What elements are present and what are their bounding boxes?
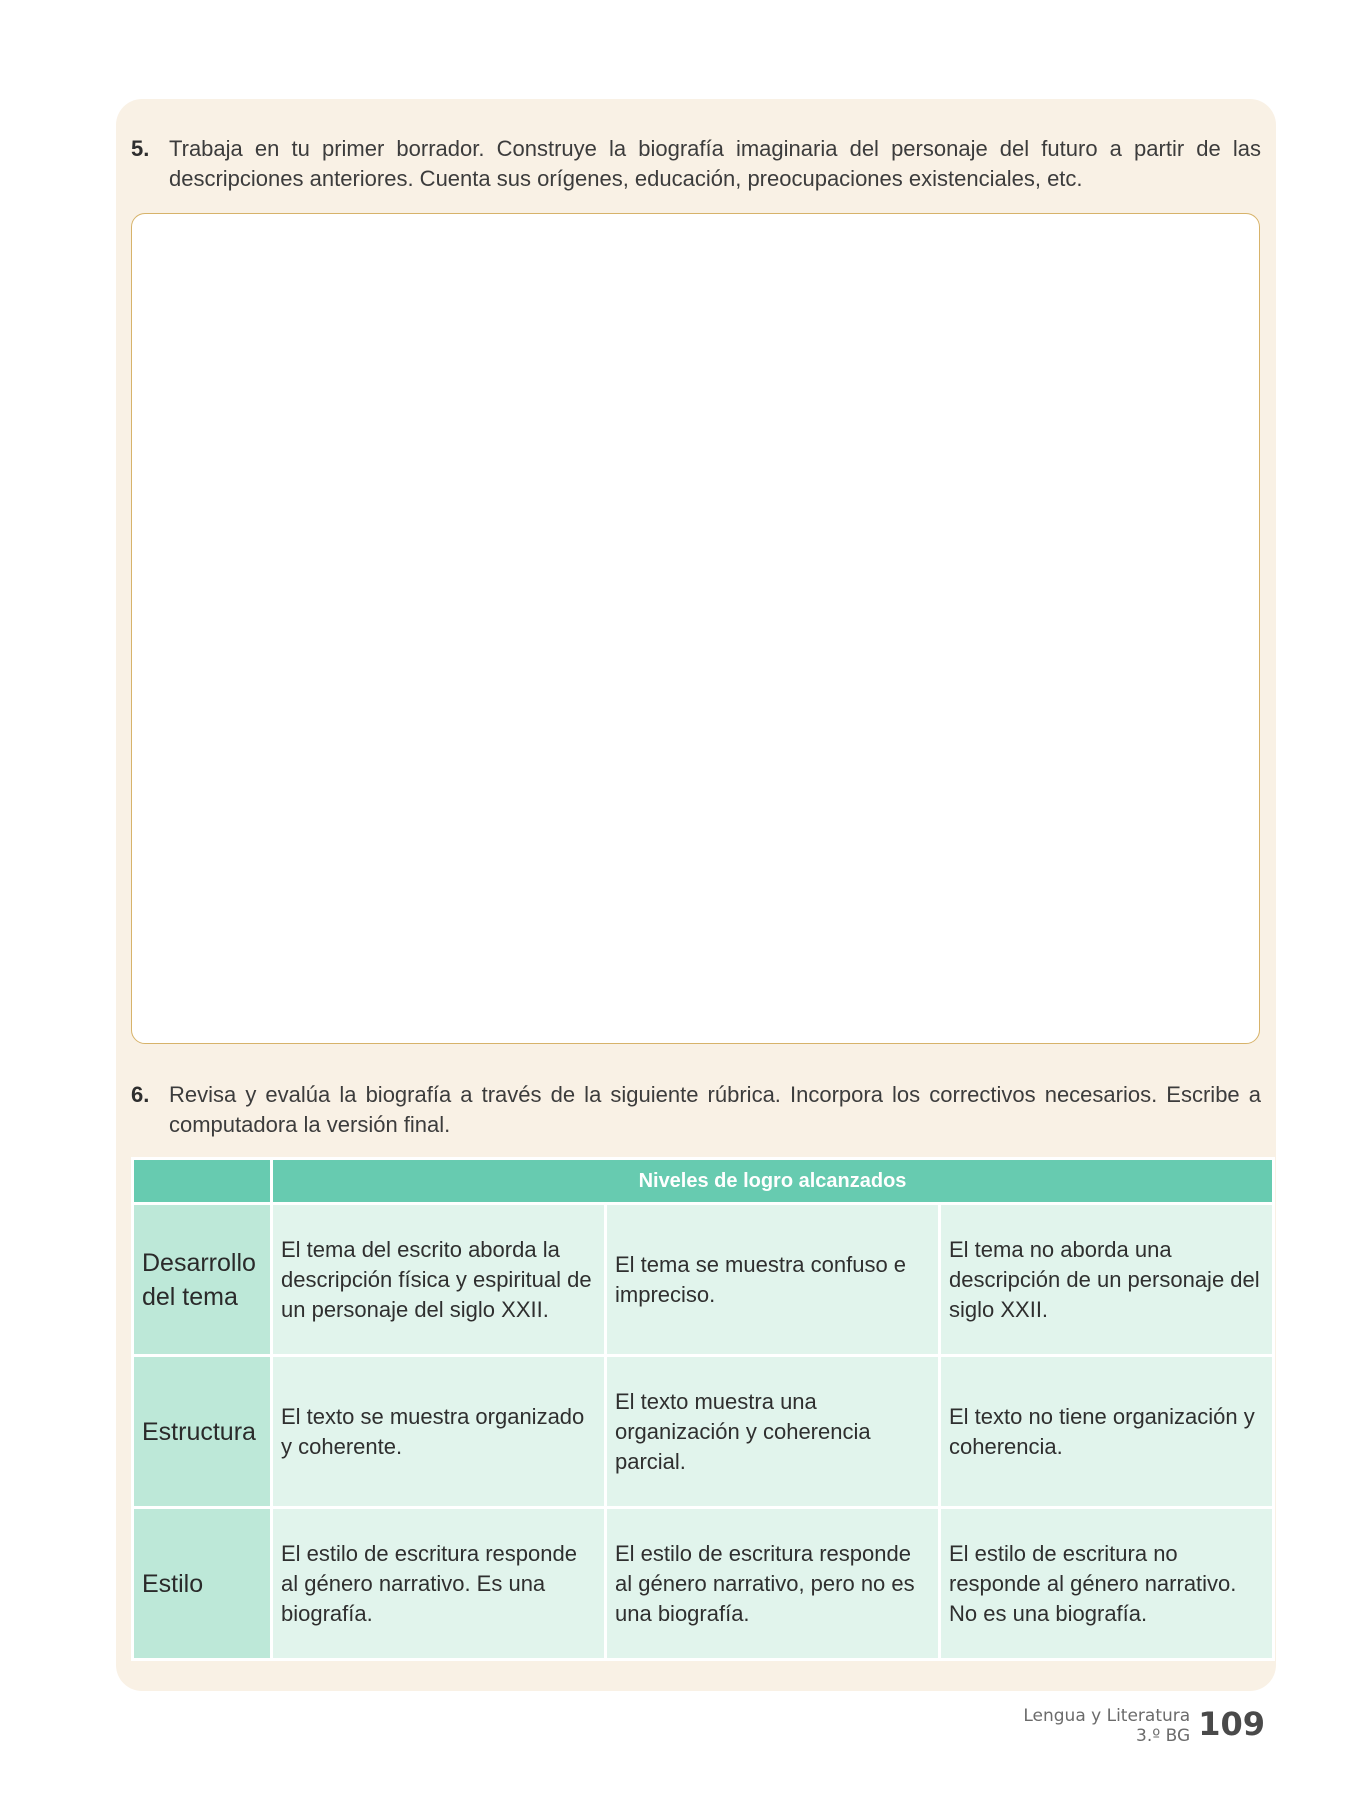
rubric-criterion: Desarrollo del tema — [134, 1205, 270, 1354]
rubric-criterion: Estructura — [134, 1357, 270, 1506]
rubric-row-desarrollo — [134, 1205, 1272, 1354]
rubric-row-estilo — [134, 1509, 1272, 1658]
rubric-corner-cell — [134, 1160, 270, 1202]
rubric-level-cell: El texto muestra una organización y coherencia parcial. — [607, 1357, 938, 1506]
page-footer — [1023, 1704, 1265, 1746]
rubric-level-cell: El estilo de escritura responde al género narrativo, pero no es una biografía. — [607, 1509, 938, 1658]
rubric-levels-header: Niveles de logro alcanzados — [273, 1160, 1272, 1202]
rubric-table — [131, 1157, 1275, 1661]
activity-6-number: 6. — [131, 1082, 150, 1107]
rubric-row-estructura — [134, 1357, 1272, 1506]
activity-5-number: 5. — [131, 136, 150, 161]
rubric-level-cell: El tema se muestra confuso e impreciso. — [607, 1205, 938, 1354]
rubric-level-cell: El texto se muestra organizado y coherente. — [273, 1357, 604, 1506]
activity-5-instructions: Trabaja en tu primer borrador. Construye la biografía imaginaria del personaje del futuro a partir de las descripciones anteriores. Cuenta sus orígenes, educación, preocupaciones existenciales, etc. — [169, 136, 1261, 191]
activity-5 — [131, 134, 1261, 194]
rubric-level-cell: El estilo de escritura no responde al género narrativo. No es una biografía. — [941, 1509, 1272, 1658]
footer-subject: Lengua y Literatura — [1023, 1706, 1191, 1726]
footer-subject-block — [1023, 1706, 1190, 1746]
rubric-level-cell: El texto no tiene organización y coherencia. — [941, 1357, 1272, 1506]
biography-draft-box[interactable] — [131, 213, 1260, 1044]
activity-6 — [131, 1080, 1261, 1140]
footer-grade: 3.º BG — [1136, 1726, 1191, 1746]
rubric-level-cell: El estilo de escritura responde al género narrativo. Es una biografía. — [273, 1509, 604, 1658]
rubric-criterion: Estilo — [134, 1509, 270, 1658]
page-number: 109 — [1198, 1705, 1265, 1743]
activity-6-instructions: Revisa y evalúa la biografía a través de la siguiente rúbrica. Incorpora los correctivos necesarios. Escribe a computadora la versión final. — [169, 1082, 1261, 1137]
rubric-level-cell: El tema del escrito aborda la descripción física y espiritual de un personaje del siglo XXII. — [273, 1205, 604, 1354]
rubric-level-cell: El tema no aborda una descripción de un personaje del siglo XXII. — [941, 1205, 1272, 1354]
rubric-header-row — [134, 1160, 1272, 1202]
